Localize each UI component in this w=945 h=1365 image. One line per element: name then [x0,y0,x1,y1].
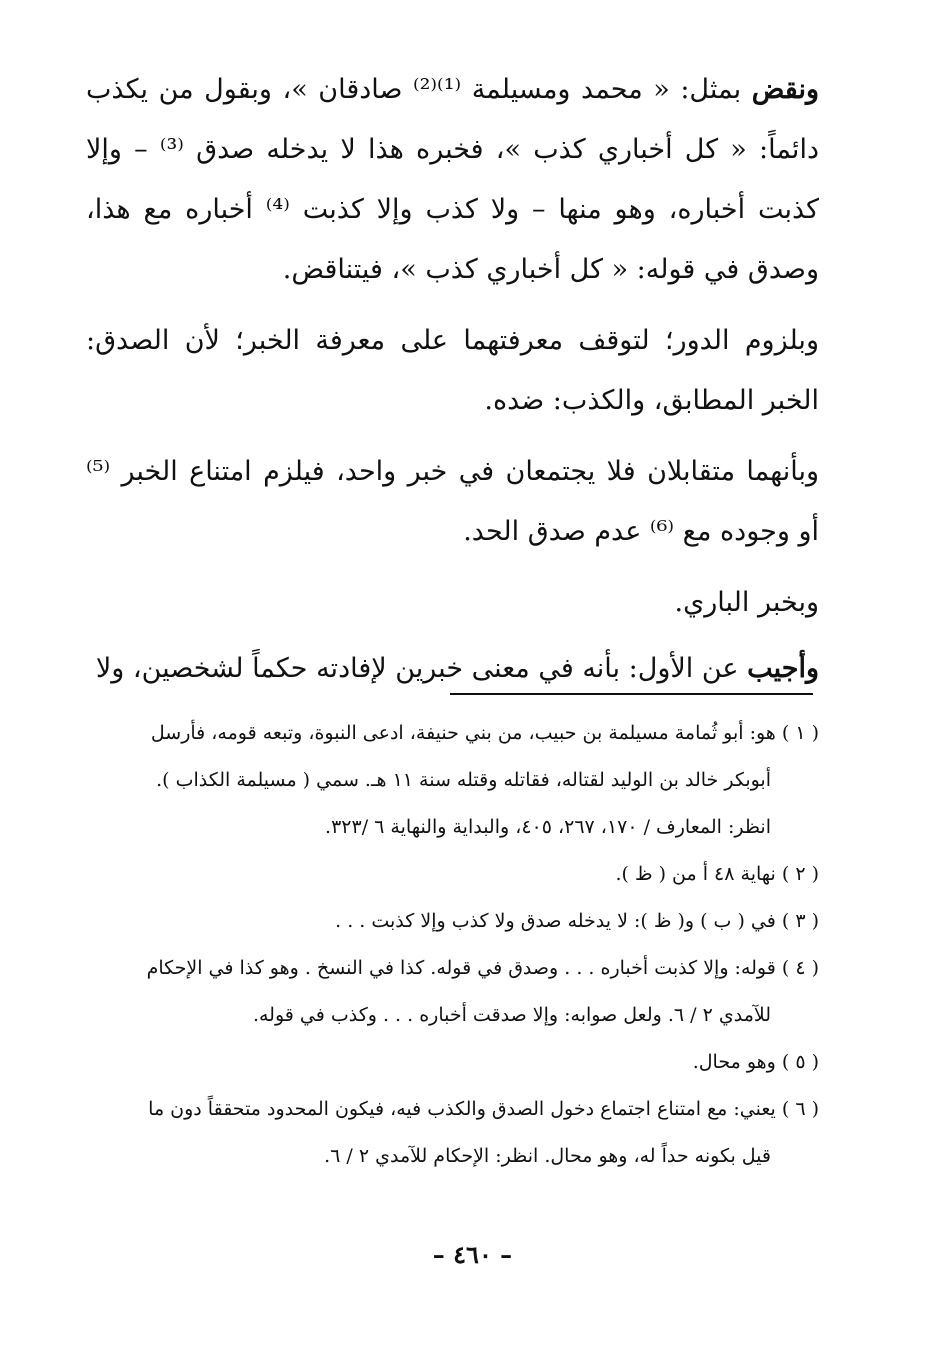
paragraph-text: وبخبر الباري. [674,587,819,618]
lead-word: ونقض [751,74,819,105]
footnote-number: ( ٦ ) [781,1098,819,1120]
footnote-5 [80,1039,819,1086]
paragraph-text: عن الأول: بأنه في معنى خبرين لإفادته حكماً لشخصين، ولا [95,653,748,684]
footnote-divider [450,693,813,695]
footnote-line: انظر: المعارف / ١٧٠، ٢٦٧، ٤٠٥، والبداية والنهاية ٦ /٣٢٣. [325,816,771,838]
paragraph-1 [86,60,819,300]
footnote-line: هو: أبو ثُمامة مسيلمة بن حبيب، من بني حنيفة، ادعى النبوة، وتبعه قومه، فأرسل [150,722,776,744]
paragraph-4 [86,573,819,633]
footnote-line: قوله: وإلا كذبت أخباره . . . وصدق في قوله. كذا في النسخ . وهو كذا في الإحكام [146,957,776,979]
lead-word: وأجيب [747,653,819,684]
footnote-line: للآمدي ٢ / ٦. ولعل صوابه: وإلا صدقت أخباره . . . وكذب في قوله. [252,1004,771,1026]
paragraph-text: بمثل: « محمد ومسيلمة ⁽¹⁾⁽²⁾ صادقان »، وبقول من يكذب دائماً: « كل أخباري كذب »، فخبره هذا لا يدخله صدق ⁽³⁾ – وإلا كذبت أخباره، وهو منها – ولا كذب وإلا كذبت ⁽⁴⁾ أخباره مع هذا، وصدق في قوله: « كل أخباري كذب »، فيتناقض. [86,74,819,285]
footnote-line: وهو محال. [692,1051,776,1073]
footnote-line: أبوبكر خالد بن الوليد لقتاله، فقاتله وقتله سنة ١١ هـ. سمي ( مسيلمة الكذاب ). [156,769,771,791]
footnote-4 [80,945,819,1039]
footnote-line: قيل بكونه حداً له، وهو محال. انظر: الإحكام للآمدي ٢ / ٦. [324,1145,771,1167]
footnote-line: في ( ب ) و( ظ ): لا يدخله صدق ولا كذب وإلا كذبت . . . [335,910,776,932]
main-text [86,60,819,710]
footnote-number: ( ٥ ) [781,1051,819,1073]
paragraph-5 [86,639,819,699]
page-number: – ٤٦٠ – [432,1240,513,1269]
footnote-3 [80,898,819,945]
paragraph-2 [86,311,819,431]
footnote-2 [80,851,819,898]
footnote-number: ( ٤ ) [781,957,819,979]
footnote-number: ( ١ ) [781,722,819,744]
footnote-1 [80,710,819,851]
footnote-line: نهاية ٤٨ أ من ( ظ ). [615,863,776,885]
footnote-number: ( ٢ ) [781,863,819,885]
footnote-6 [80,1086,819,1180]
footnotes [80,710,819,1180]
footnote-line: يعني: مع امتناع اجتماع دخول الصدق والكذب فيه، فيكون المحدود متحققاً دون ما [148,1098,776,1120]
paragraph-3 [86,442,819,562]
paragraph-text: وبلزوم الدور؛ لتوقف معرفتهما على معرفة الخبر؛ لأن الصدق: الخبر المطابق، والكذب: ضده. [86,325,819,416]
footnote-number: ( ٣ ) [781,910,819,932]
paragraph-text: وبأنهما متقابلان فلا يجتمعان في خبر واحد، فيلزم امتناع الخبر ⁽⁵⁾ أو وجوده مع ⁽⁶⁾ عدم صدق الحد. [86,456,819,547]
